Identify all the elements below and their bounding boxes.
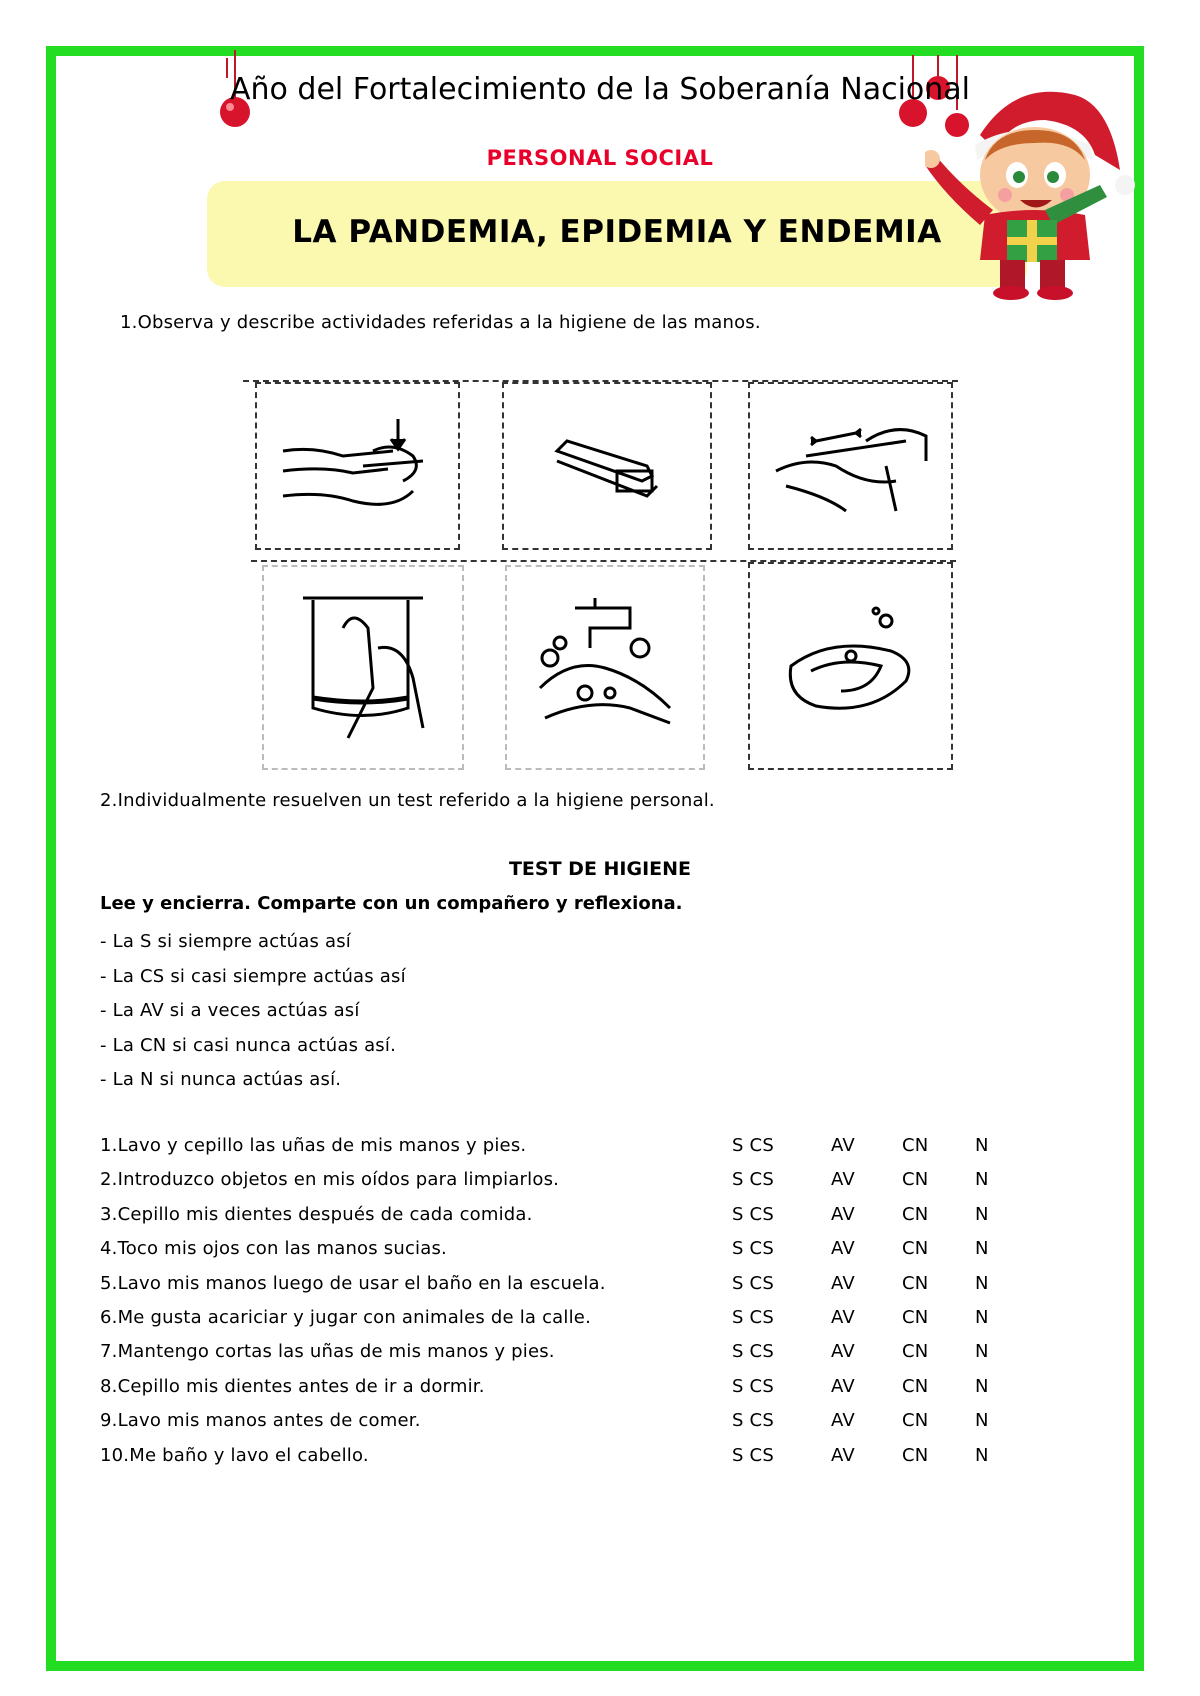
motto-text: Año del Fortalecimiento de la Soberanía Nacional: [229, 72, 971, 107]
test-item-row: [100, 1129, 1000, 1163]
test-item-text: 9.Lavo mis manos antes de comer.: [100, 1410, 421, 1432]
lavando-manos-icon: [530, 598, 680, 738]
subject-title: PERSONAL SOCIAL: [486, 146, 714, 170]
answer-option[interactable]: S CS: [732, 1306, 774, 1328]
answer-option[interactable]: S CS: [732, 1169, 774, 1191]
legend-item: - La AV si a veces actúas así: [100, 1000, 360, 1021]
answer-option[interactable]: N: [975, 1410, 989, 1432]
test-item-text: 6.Me gusta acariciar y jugar con animales de la calle.: [100, 1306, 592, 1328]
activity2-prompt: 2.Individualmente resuelven un test referido a la higiene personal.: [100, 790, 715, 811]
cortando-unas-icon: [273, 411, 443, 521]
answer-option[interactable]: AV: [831, 1203, 855, 1225]
jabon-icon: [781, 606, 921, 726]
test-item-text: 5.Lavo mis manos luego de usar el baño en la escuela.: [100, 1272, 606, 1294]
answer-option[interactable]: S CS: [732, 1135, 774, 1156]
answer-option[interactable]: CN: [902, 1135, 929, 1156]
test-item-text: 3.Cepillo mis dientes después de cada comida.: [100, 1203, 533, 1225]
test-item-row: [100, 1232, 1000, 1266]
answer-option[interactable]: N: [975, 1444, 989, 1466]
test-item-row: [100, 1267, 1000, 1301]
test-item-text: 4.Toco mis ojos con las manos sucias.: [100, 1238, 447, 1260]
answer-option[interactable]: N: [975, 1203, 989, 1225]
test-item-text: 7.Mantengo cortas las uñas de mis manos y pies.: [100, 1341, 555, 1363]
test-item-row: [100, 1335, 1000, 1369]
answer-option[interactable]: N: [975, 1341, 989, 1363]
test-item-row: [100, 1163, 1000, 1197]
activity1-prompt: 1.Observa y describe actividades referidas a la higiene de las manos.: [120, 312, 761, 333]
cortaunas-icon: [547, 426, 667, 506]
answer-option[interactable]: S CS: [732, 1410, 774, 1432]
test-item-text: 8.Cepillo mis dientes antes de ir a dormir.: [100, 1375, 485, 1397]
answer-option[interactable]: AV: [831, 1169, 855, 1191]
answer-option[interactable]: S CS: [732, 1238, 774, 1260]
test-item-row: [100, 1370, 1000, 1404]
answer-option[interactable]: N: [975, 1272, 989, 1294]
answer-option[interactable]: CN: [902, 1444, 929, 1466]
image-limando-unas: [748, 382, 953, 550]
answer-option[interactable]: AV: [831, 1238, 855, 1260]
image-cortaunas: [502, 382, 712, 550]
test-item-text: 2.Introduzco objetos en mis oídos para limpiarlos.: [100, 1169, 560, 1191]
legend-list: [100, 925, 406, 1098]
answer-option[interactable]: N: [975, 1169, 989, 1191]
answer-option[interactable]: AV: [831, 1444, 855, 1466]
answer-option[interactable]: N: [975, 1306, 989, 1328]
secando-manos-icon: [293, 588, 433, 748]
answer-option[interactable]: S CS: [732, 1375, 774, 1397]
test-item-row: [100, 1404, 1000, 1438]
legend-item: - La CN si casi nunca actúas así.: [100, 1034, 397, 1056]
answer-option[interactable]: CN: [902, 1203, 929, 1225]
limando-unas-icon: [766, 411, 936, 521]
answer-option[interactable]: AV: [831, 1306, 855, 1328]
test-item-row: [100, 1301, 1000, 1335]
answer-option[interactable]: CN: [902, 1272, 929, 1294]
image-secando-manos: [262, 565, 464, 770]
image-jabon: [748, 562, 953, 770]
legend-item: - La N si nunca actúas así.: [100, 1069, 342, 1090]
answer-option[interactable]: N: [975, 1375, 989, 1397]
test-item-row: [100, 1198, 1000, 1232]
test-item-text: 1.Lavo y cepillo las uñas de mis manos y pies.: [100, 1135, 527, 1156]
page-title: LA PANDEMIA, EPIDEMIA Y ENDEMIA: [292, 214, 942, 250]
answer-option[interactable]: AV: [831, 1375, 855, 1397]
legend-item: - La CS si casi siempre actúas así: [100, 965, 406, 987]
answer-option[interactable]: AV: [831, 1272, 855, 1294]
answer-option[interactable]: AV: [831, 1135, 855, 1156]
answer-option[interactable]: N: [975, 1238, 989, 1260]
answer-option[interactable]: CN: [902, 1169, 929, 1191]
legend-item: - La S si siempre actúas así: [100, 931, 351, 952]
test-items: [100, 1129, 1000, 1473]
answer-option[interactable]: CN: [902, 1341, 929, 1363]
christmas-child-icon: [925, 75, 1155, 300]
answer-option[interactable]: S CS: [732, 1203, 774, 1225]
test-item-row: [100, 1439, 1000, 1473]
answer-option[interactable]: CN: [902, 1306, 929, 1328]
answer-option[interactable]: AV: [831, 1341, 855, 1363]
answer-option[interactable]: CN: [902, 1375, 929, 1397]
answer-option[interactable]: S CS: [732, 1444, 774, 1466]
test-title: TEST DE HIGIENE: [508, 858, 692, 880]
image-lavando-manos: [505, 565, 705, 770]
answer-option[interactable]: CN: [902, 1410, 929, 1432]
answer-option[interactable]: S CS: [732, 1341, 774, 1363]
answer-option[interactable]: CN: [902, 1238, 929, 1260]
answer-option[interactable]: N: [975, 1135, 989, 1156]
answer-option[interactable]: AV: [831, 1410, 855, 1432]
image-cortando-unas: [255, 382, 460, 550]
answer-option[interactable]: S CS: [732, 1272, 774, 1294]
test-instruction: Lee y encierra. Comparte con un compañero y reflexiona.: [100, 893, 683, 914]
test-item-text: 10.Me baño y lavo el cabello.: [100, 1444, 369, 1466]
